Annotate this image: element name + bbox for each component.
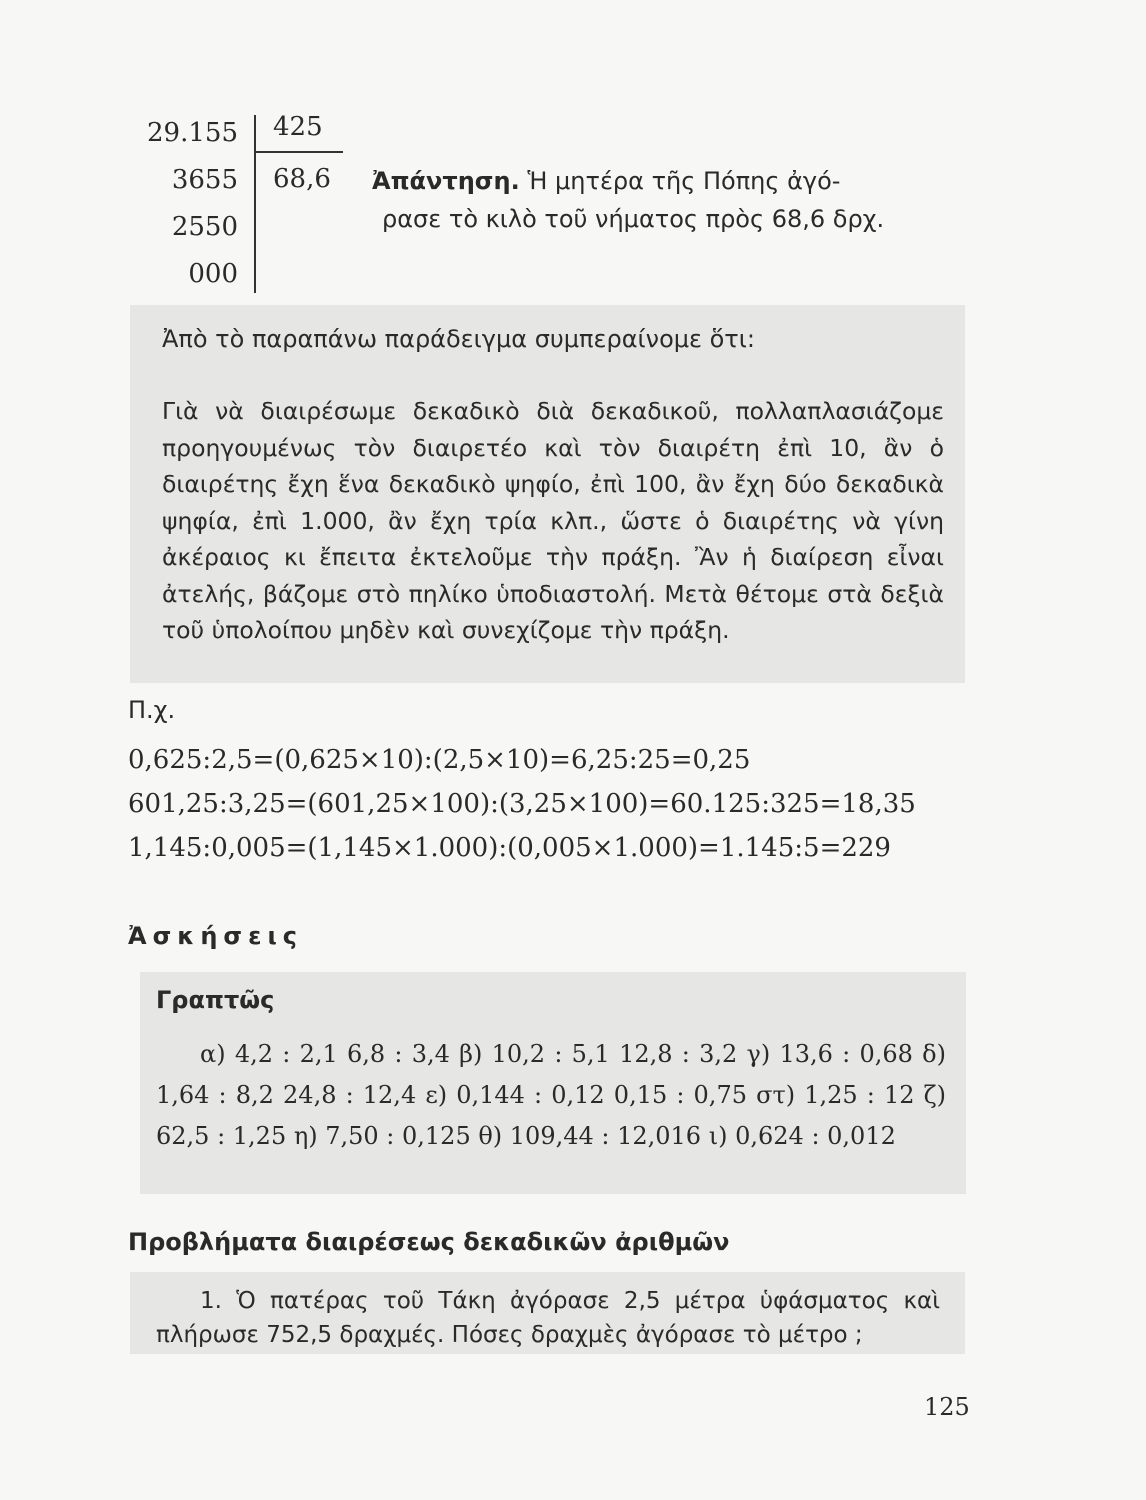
rule-lead: Ἀπὸ τὸ παραπάνω παράδειγμα συμπεραίνομε ὅτι: — [162, 325, 755, 353]
problem-1 — [156, 1284, 940, 1352]
page-number: 125 — [924, 1393, 970, 1421]
equation: 0,625:2,5=(0,625×10):(2,5×10)=6,25:25=0,25 — [128, 745, 751, 775]
answer-line-1: Ἡ μητέρα τῆς Πόπης ἀγό- — [527, 167, 841, 195]
exercises-list: α) 4,2 : 2,1 6,8 : 3,4 β) 10,2 : 5,1 12,8 : 3,2 γ) 13,6 : 0,68 δ) 1,64 : 8,2 24,8 : 12,4 ε) 0,144 : 0,12 0,15 : 0,75 στ) 1,25 : 12 ζ) 62,5 : 1,25 η) 7,50 : 0,125 θ) 109,44 : 12,016 ι) 0,624 : 0,012 — [156, 1040, 946, 1150]
equation: 1,145:0,005=(1,145×1.000):(0,005×1.000)=1.145:5=229 — [128, 833, 891, 863]
division-vertical-line — [254, 115, 256, 293]
problems-title: Προβλήματα διαιρέσεως δεκαδικῶν ἀριθμῶν — [128, 1228, 730, 1256]
quotient: 68,6 — [273, 164, 331, 194]
problems-box — [130, 1272, 965, 1354]
rule-text: Γιὰ νὰ διαιρέσωμε δεκαδικὸ διὰ δεκαδικοῦ, πολλαπλασιάζομε προηγουμένως τὸν διαιρετέο καὶ τὸν διαιρέτη ἐπὶ 10, ἂν ὁ διαιρέτης ἔχη ἕνα δεκαδικὸ ψηφίο, ἐπὶ 100, ἂν ἔχη δύο δεκαδικὰ ψηφία, ἐπὶ 1.000, ἂν ἔχη τρία κλπ., ὥστε ὁ διαιρέτης νὰ γίνη ἀκέραιος κι ἔπειτα ἐκτελοῦμε τὴν πράξη. Ἂν ἡ διαίρεση εἶναι ἀτελής, βάζομε στὸ πηλίκο ὑποδιαστολή. Μετὰ θέτομε στὰ δεξιὰ τοῦ ὑπολοίπου μηδὲν καὶ συνεχίζομε τὴν πράξη. — [162, 397, 944, 644]
division-step: 2550 — [171, 212, 238, 242]
division-step: 3655 — [171, 165, 238, 195]
exercises-box — [140, 972, 966, 1194]
answer-paragraph — [372, 162, 972, 238]
example-equations — [128, 738, 916, 870]
division-left-column — [147, 110, 238, 298]
divisor: 425 — [273, 112, 323, 142]
answer-line-2: ρασε τὸ κιλὸ τοῦ νήματος πρὸς 68,6 δρχ. — [382, 205, 885, 233]
exercises-text — [156, 1034, 946, 1157]
long-division — [128, 110, 358, 290]
division-step: 000 — [188, 259, 238, 289]
exercises-heading: Γραπτῶς — [156, 986, 275, 1014]
problem-1-text: 1. Ὁ πατέρας τοῦ Τάκη ἀγόρασε 2,5 μέτρα ὑφάσματος καὶ πλήρωσε 752,5 δραχμές. Πόσες δραχμὲς ἀγόρασε τὸ μέτρο ; — [156, 1288, 940, 1348]
division-horizontal-line — [255, 151, 343, 153]
exercises-title: Ἀσκήσεις — [128, 922, 304, 950]
rule-box — [130, 305, 965, 683]
example-label: Π.χ. — [128, 696, 176, 724]
equation: 601,25:3,25=(601,25×100):(3,25×100)=60.125:325=18,35 — [128, 789, 916, 819]
answer-label: Ἀπάντηση. — [372, 167, 520, 195]
dividend: 29.155 — [147, 118, 238, 148]
